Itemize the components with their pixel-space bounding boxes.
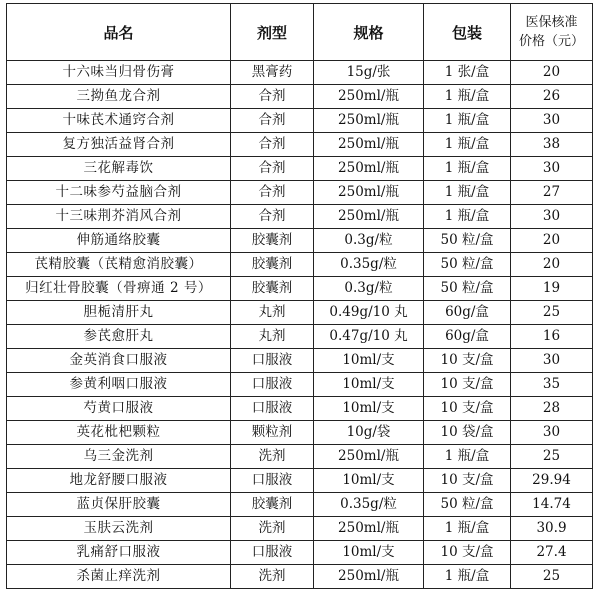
table-body xyxy=(7,61,593,589)
cell-package: 10 支/盒 xyxy=(424,541,511,565)
cell-name: 归红壮骨胶囊（骨痹通 2 号） xyxy=(7,277,231,301)
cell-price: 30 xyxy=(511,109,593,133)
table-row xyxy=(7,181,593,205)
cell-price: 26 xyxy=(511,85,593,109)
cell-price: 20 xyxy=(511,229,593,253)
cell-name: 地龙舒腰口服液 xyxy=(7,469,231,493)
cell-dosage-form: 口服液 xyxy=(231,469,314,493)
table-row xyxy=(7,493,593,517)
cell-name: 英花枇杷颗粒 xyxy=(7,421,231,445)
cell-name: 十三味荆芥消风合剂 xyxy=(7,205,231,229)
cell-dosage-form: 洗剂 xyxy=(231,517,314,541)
table-row xyxy=(7,61,593,85)
table-row xyxy=(7,469,593,493)
cell-package: 60g/盒 xyxy=(424,325,511,349)
cell-spec: 10ml/支 xyxy=(314,349,424,373)
cell-price: 25 xyxy=(511,301,593,325)
cell-dosage-form: 洗剂 xyxy=(231,565,314,589)
cell-price: 25 xyxy=(511,445,593,469)
cell-package: 10 支/盒 xyxy=(424,373,511,397)
cell-price: 29.94 xyxy=(511,469,593,493)
cell-spec: 10ml/支 xyxy=(314,469,424,493)
cell-spec: 0.3g/粒 xyxy=(314,277,424,301)
cell-package: 1 瓶/盒 xyxy=(424,517,511,541)
cell-package: 1 瓶/盒 xyxy=(424,205,511,229)
cell-name: 参芪愈肝丸 xyxy=(7,325,231,349)
table-row xyxy=(7,541,593,565)
table-row xyxy=(7,301,593,325)
cell-dosage-form: 胶囊剂 xyxy=(231,277,314,301)
cell-price: 14.74 xyxy=(511,493,593,517)
cell-dosage-form: 合剂 xyxy=(231,85,314,109)
cell-package: 1 瓶/盒 xyxy=(424,109,511,133)
cell-price: 35 xyxy=(511,373,593,397)
cell-spec: 0.35g/粒 xyxy=(314,493,424,517)
cell-package: 1 瓶/盒 xyxy=(424,157,511,181)
header-row xyxy=(7,4,593,61)
header-price xyxy=(511,4,593,61)
drug-price-table xyxy=(6,3,593,589)
cell-name: 乌三金洗剂 xyxy=(7,445,231,469)
cell-name: 十味芪术通窍合剂 xyxy=(7,109,231,133)
cell-price: 19 xyxy=(511,277,593,301)
table-row xyxy=(7,349,593,373)
cell-dosage-form: 胶囊剂 xyxy=(231,253,314,277)
cell-price: 25 xyxy=(511,565,593,589)
header-name: 品名 xyxy=(7,4,231,61)
cell-name: 复方独活益肾合剂 xyxy=(7,133,231,157)
cell-price: 20 xyxy=(511,61,593,85)
cell-price: 30 xyxy=(511,349,593,373)
cell-name: 十六味当归骨伤膏 xyxy=(7,61,231,85)
header-price-line1: 医保核准 xyxy=(525,15,578,30)
table-row xyxy=(7,229,593,253)
cell-package: 60g/盒 xyxy=(424,301,511,325)
cell-name: 玉肤云洗剂 xyxy=(7,517,231,541)
cell-package: 1 瓶/盒 xyxy=(424,445,511,469)
cell-name: 三花解毒饮 xyxy=(7,157,231,181)
cell-spec: 10ml/支 xyxy=(314,373,424,397)
cell-spec: 250ml/瓶 xyxy=(314,133,424,157)
cell-package: 50 粒/盒 xyxy=(424,229,511,253)
cell-spec: 10ml/支 xyxy=(314,397,424,421)
table-row xyxy=(7,325,593,349)
cell-name: 芍黄口服液 xyxy=(7,397,231,421)
cell-name: 乳痛舒口服液 xyxy=(7,541,231,565)
cell-spec: 0.47g/10 丸 xyxy=(314,325,424,349)
table-row xyxy=(7,373,593,397)
table-row xyxy=(7,565,593,589)
cell-dosage-form: 口服液 xyxy=(231,349,314,373)
cell-package: 1 瓶/盒 xyxy=(424,565,511,589)
cell-name: 三拗鱼龙合剂 xyxy=(7,85,231,109)
cell-price: 20 xyxy=(511,253,593,277)
cell-dosage-form: 胶囊剂 xyxy=(231,229,314,253)
cell-dosage-form: 胶囊剂 xyxy=(231,493,314,517)
table-row xyxy=(7,205,593,229)
header-price-line2: 价格（元） xyxy=(518,34,584,49)
cell-price: 16 xyxy=(511,325,593,349)
cell-spec: 250ml/瓶 xyxy=(314,517,424,541)
cell-price: 27.4 xyxy=(511,541,593,565)
cell-price: 38 xyxy=(511,133,593,157)
cell-dosage-form: 丸剂 xyxy=(231,325,314,349)
cell-package: 10 支/盒 xyxy=(424,349,511,373)
cell-package: 10 支/盒 xyxy=(424,469,511,493)
cell-dosage-form: 合剂 xyxy=(231,205,314,229)
cell-name: 杀菌止痒洗剂 xyxy=(7,565,231,589)
cell-price: 30 xyxy=(511,205,593,229)
cell-dosage-form: 合剂 xyxy=(231,133,314,157)
table-row xyxy=(7,445,593,469)
cell-name: 胆栀清肝丸 xyxy=(7,301,231,325)
cell-dosage-form: 口服液 xyxy=(231,397,314,421)
cell-spec: 250ml/瓶 xyxy=(314,445,424,469)
header-package: 包装 xyxy=(424,4,511,61)
cell-dosage-form: 黑膏药 xyxy=(231,61,314,85)
cell-price: 28 xyxy=(511,397,593,421)
cell-spec: 0.35g/粒 xyxy=(314,253,424,277)
cell-name: 十二味参芍益脑合剂 xyxy=(7,181,231,205)
cell-dosage-form: 合剂 xyxy=(231,181,314,205)
cell-spec: 0.49g/10 丸 xyxy=(314,301,424,325)
cell-spec: 10ml/支 xyxy=(314,541,424,565)
cell-spec: 250ml/瓶 xyxy=(314,565,424,589)
cell-name: 蓝贞保肝胶囊 xyxy=(7,493,231,517)
table-row xyxy=(7,517,593,541)
cell-package: 50 粒/盒 xyxy=(424,277,511,301)
cell-spec: 250ml/瓶 xyxy=(314,205,424,229)
cell-package: 50 粒/盒 xyxy=(424,253,511,277)
table-row xyxy=(7,85,593,109)
cell-dosage-form: 口服液 xyxy=(231,541,314,565)
cell-spec: 250ml/瓶 xyxy=(314,157,424,181)
cell-dosage-form: 颗粒剂 xyxy=(231,421,314,445)
cell-dosage-form: 丸剂 xyxy=(231,301,314,325)
table-row xyxy=(7,253,593,277)
cell-spec: 250ml/瓶 xyxy=(314,181,424,205)
cell-package: 1 瓶/盒 xyxy=(424,181,511,205)
cell-package: 1 瓶/盒 xyxy=(424,85,511,109)
header-spec: 规格 xyxy=(314,4,424,61)
table-row xyxy=(7,109,593,133)
cell-dosage-form: 合剂 xyxy=(231,109,314,133)
cell-package: 1 张/盒 xyxy=(424,61,511,85)
cell-price: 27 xyxy=(511,181,593,205)
cell-price: 30 xyxy=(511,157,593,181)
header-dosage-form: 剂型 xyxy=(231,4,314,61)
cell-name: 芪精胶囊（芪精愈消胶囊） xyxy=(7,253,231,277)
table-row xyxy=(7,397,593,421)
cell-spec: 0.3g/粒 xyxy=(314,229,424,253)
cell-dosage-form: 洗剂 xyxy=(231,445,314,469)
cell-spec: 250ml/瓶 xyxy=(314,85,424,109)
cell-dosage-form: 合剂 xyxy=(231,157,314,181)
cell-spec: 250ml/瓶 xyxy=(314,109,424,133)
cell-package: 10 袋/盒 xyxy=(424,421,511,445)
cell-name: 金英消食口服液 xyxy=(7,349,231,373)
cell-spec: 10g/袋 xyxy=(314,421,424,445)
cell-package: 1 瓶/盒 xyxy=(424,133,511,157)
cell-name: 参黄利咽口服液 xyxy=(7,373,231,397)
table-header xyxy=(7,4,593,61)
table-row xyxy=(7,421,593,445)
cell-price: 30 xyxy=(511,421,593,445)
cell-package: 50 粒/盒 xyxy=(424,493,511,517)
cell-price: 30.9 xyxy=(511,517,593,541)
cell-spec: 15g/张 xyxy=(314,61,424,85)
table-row xyxy=(7,133,593,157)
table-row xyxy=(7,277,593,301)
cell-package: 10 支/盒 xyxy=(424,397,511,421)
table-row xyxy=(7,157,593,181)
cell-dosage-form: 口服液 xyxy=(231,373,314,397)
cell-name: 伸筋通络胶囊 xyxy=(7,229,231,253)
